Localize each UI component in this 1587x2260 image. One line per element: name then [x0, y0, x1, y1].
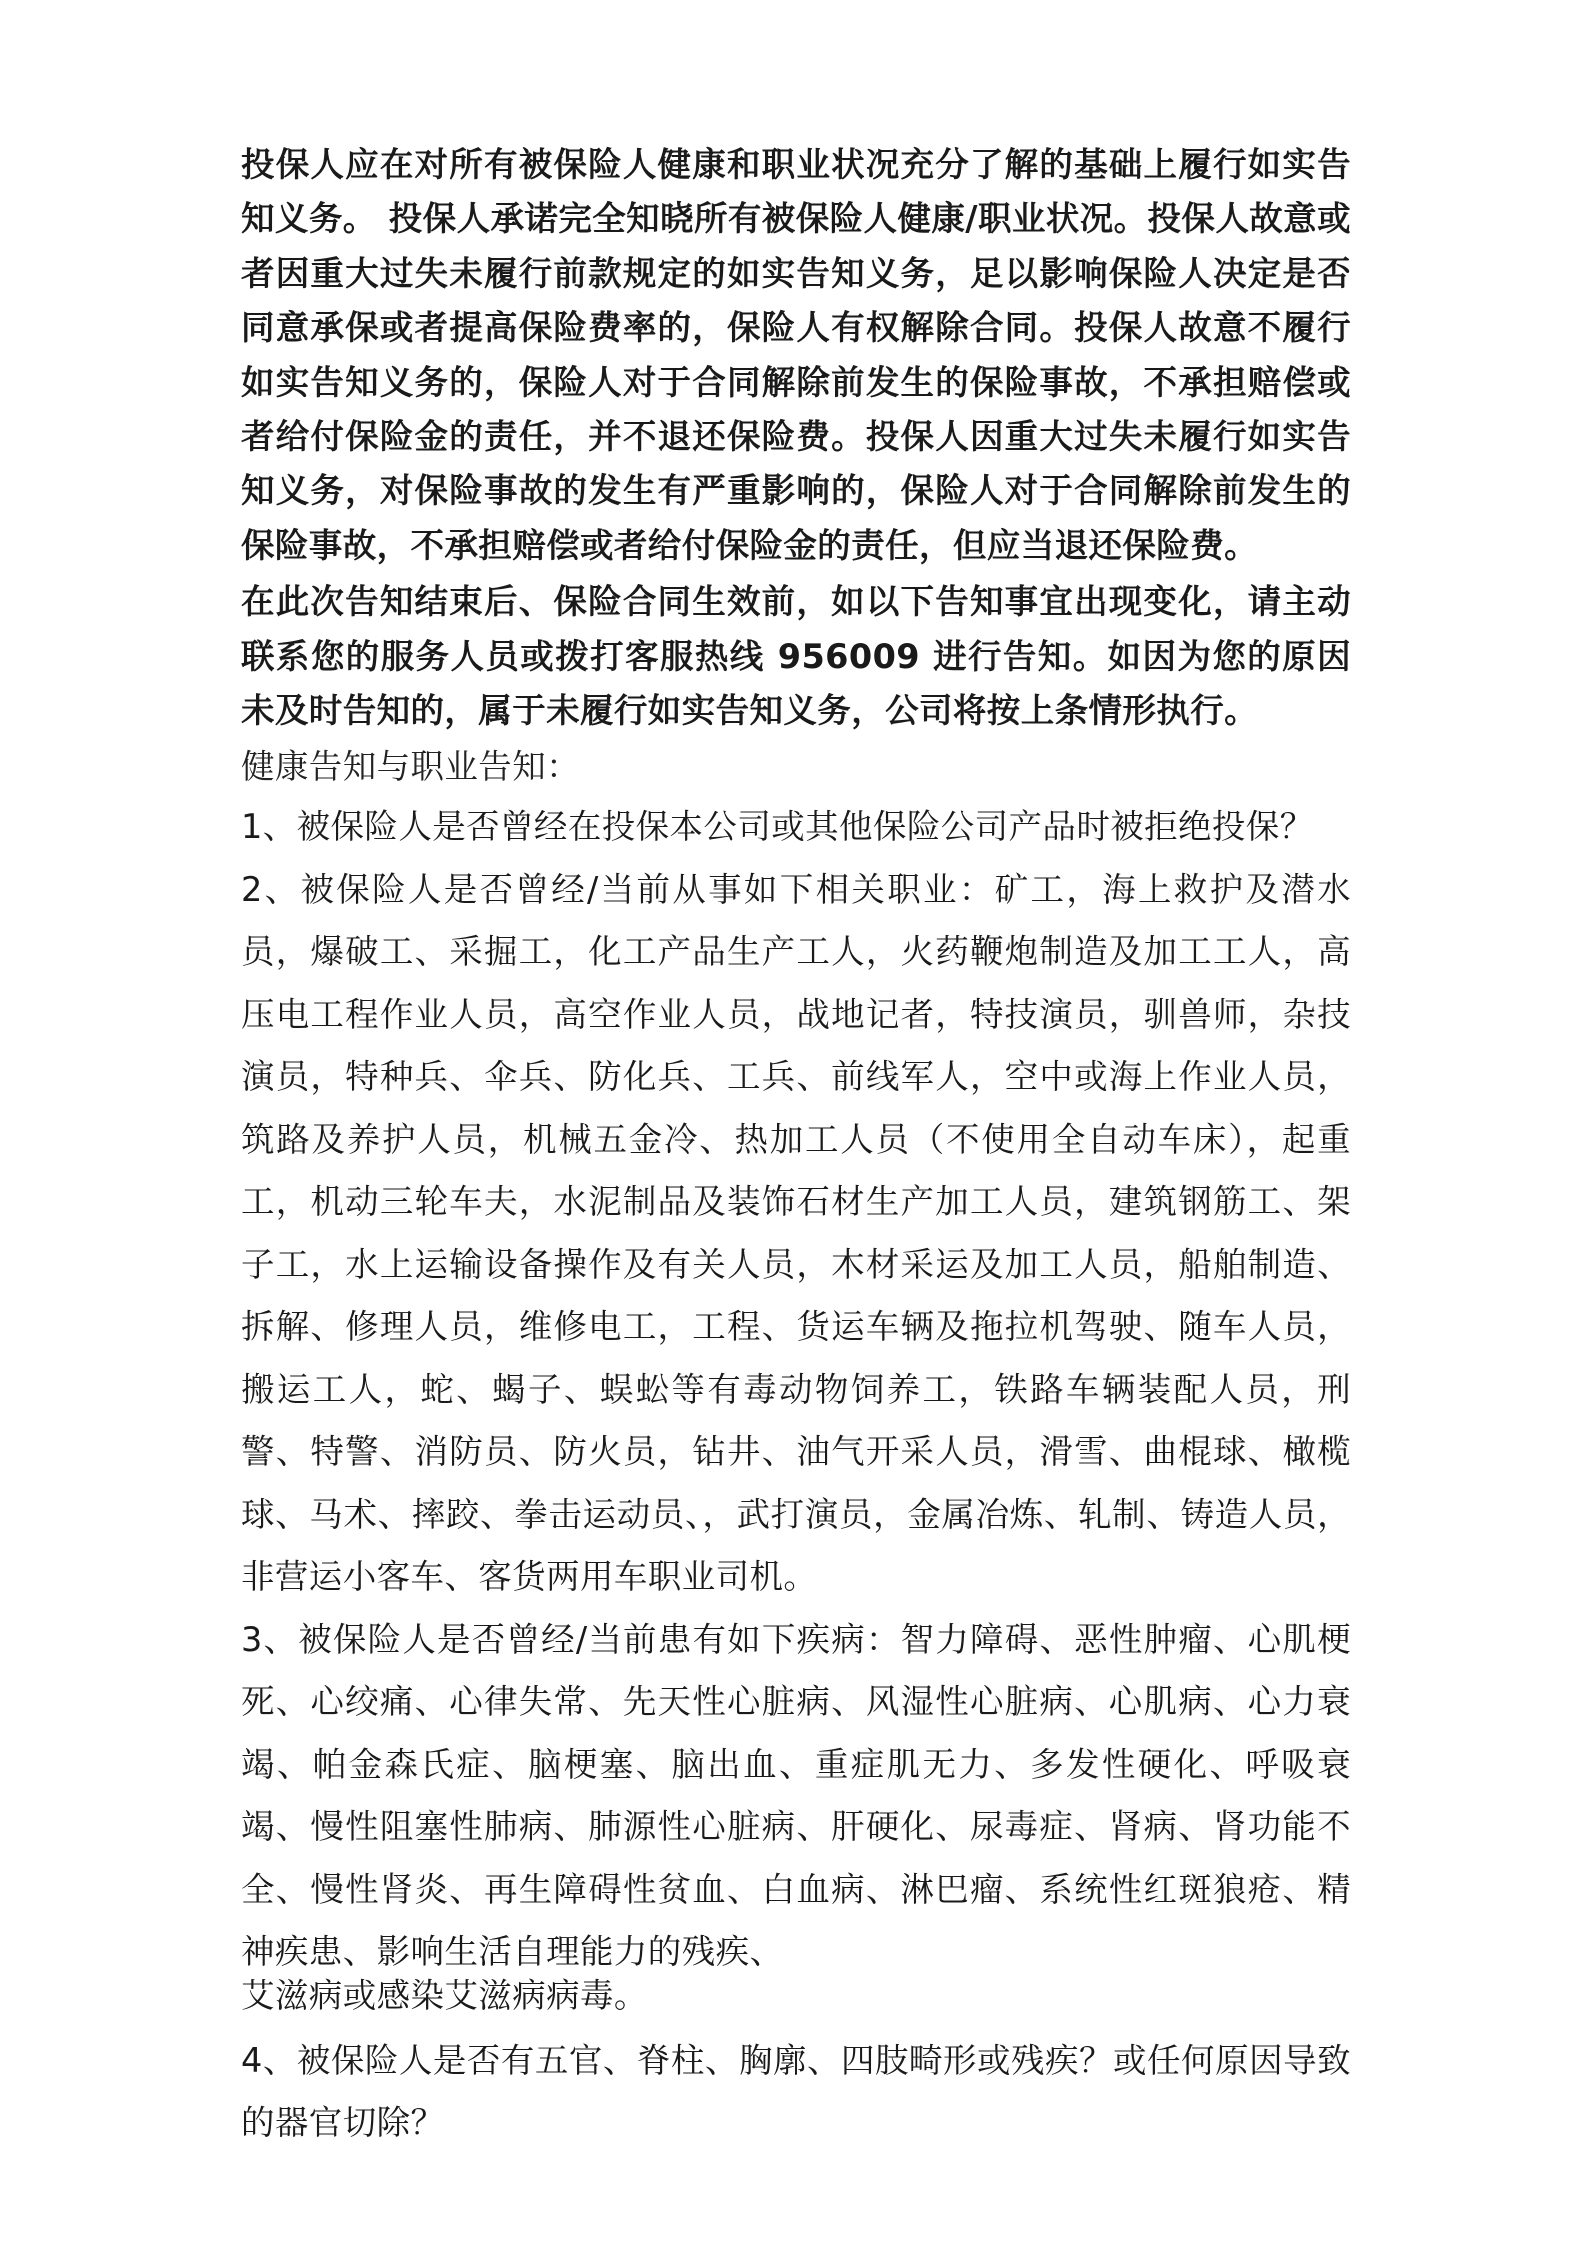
document-page	[241, 138, 1351, 2155]
question-1: 1、被保险人是否曾经在投保本公司或其他保险公司产品时被拒绝投保？	[241, 807, 1314, 847]
question-2: 2、被保险人是否曾经/当前从事如下相关职业：矿工，海上救护及潜水员，爆破工、采掘工，化工产品生产工人，火药鞭炮制造及加工工人，高压电工程作业人员，高空作业人员，战地记者，特技演员，驯兽师，杂技演员，特种兵、伞兵、防化兵、工兵、前线军人，空中或海上作业人员，筑路及养护人员，机械五金冷、热加工人员（不使用全自动车床），起重工，机动三轮车夫，水泥制品及装饰石材生产加工人员，建筑钢筋工、架子工，水上运输设备操作及有关人员，木材采运及加工人员，船舶制造、拆解、修理人员，维修电工，工程、货运车辆及拖拉机驾驶、随车人员，搬运工人，蛇、蝎子、蜈蚣等有毒动物饲养工，铁路车辆装配人员，刑警、特警、消防员、防火员，钻井、油气开采人员，滑雪、曲棍球、橄榄球、马术、摔跤、拳击运动员、，武打演员，金属冶炼、轧制、铸造人员，非营运小客车、客货两用车职业司机。	[241, 869, 1351, 1597]
question-3	[241, 1609, 1351, 2016]
question-4: 4、被保险人是否有五官、脊柱、胸廓、四肢畸形或残疾？或任何原因导致的器官切除？	[241, 2040, 1351, 2143]
question-3-last-line: 艾滋病或感染艾滋病病毒。	[241, 1975, 648, 2015]
section-heading: 健康告知与职业告知：	[241, 747, 580, 787]
declaration-paragraph-1: 投保人应在对所有被保险人健康和职业状况充分了解的基础上履行如实告知义务。 投保人承诺完全知晓所有被保险人健康/职业状况。投保人故意或者因重大过失未履行前款规定的如实告知义务，足以影响保险人决定是否同意承保或者提高保险费率的，保险人有权解除合同。投保人故意不履行如实告知义务的，保险人对于合同解除前发生的保险事故，不承担赔偿或者给付保险金的责任，并不退还保险费。投保人因重大过失未履行如实告知义务，对保险事故的发生有严重影响的，保险人对于合同解除前发生的保险事故，不承担赔偿或者给付保险金的责任，但应当退还保险费。	[241, 145, 1351, 565]
question-3-main: 3、被保险人是否曾经/当前患有如下疾病：智力障碍、恶性肿瘤、心肌梗死、心绞痛、心律失常、先天性心脏病、风湿性心脏病、心肌病、心力衰竭、帕金森氏症、脑梗塞、脑出血、重症肌无力、多发性硬化、呼吸衰竭、慢性阻塞性肺病、肺源性心脏病、肝硬化、尿毒症、肾病、肾功能不全、慢性肾炎、再生障碍性贫血、白血病、淋巴瘤、系统性红斑狼疮、精神疾患、影响生活自理能力的残疾、	[241, 1619, 1351, 1972]
declaration-paragraph-2: 在此次告知结束后、保险合同生效前，如以下告知事宜出现变化，请主动联系您的服务人员或拨打客服热线 956009 进行告知。如因为您的原因未及时告知的，属于未履行如实告知义务，公司将按上条情形执行。	[241, 582, 1351, 731]
